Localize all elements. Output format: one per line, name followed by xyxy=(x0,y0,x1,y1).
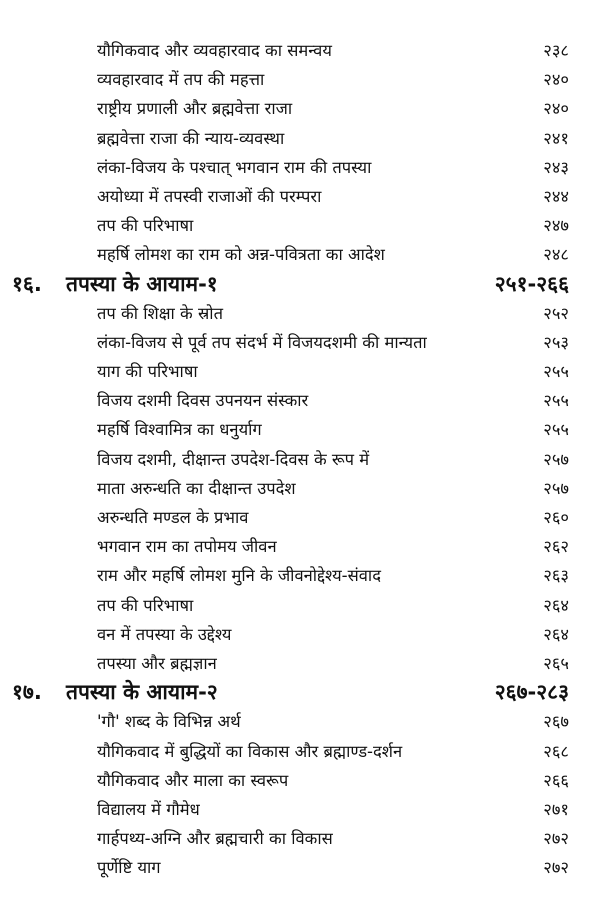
toc-entry-page: २४४ xyxy=(543,186,569,206)
toc-entry-page: २७१ xyxy=(543,799,569,819)
toc-entry-title: ब्रह्मवेत्ता राजा की न्याय-व्यवस्था xyxy=(97,128,285,148)
toc-entry-page: २३८ xyxy=(543,41,569,60)
chapter-heading-16 xyxy=(0,270,600,299)
toc-entry-page: २५७ xyxy=(543,478,569,498)
toc-entry-page: २६४ xyxy=(543,595,569,615)
toc-entry-page: २४० xyxy=(543,70,569,90)
chapter-heading-17 xyxy=(0,678,600,707)
toc-entry xyxy=(0,474,600,503)
toc-entry-title: महर्षि विश्वामित्र का धनुर्याग xyxy=(97,420,262,440)
toc-entry-page: २६७ xyxy=(543,712,569,732)
toc-entry xyxy=(0,328,600,357)
toc-entry xyxy=(0,824,600,853)
toc-entry-title: 'गौ' शब्द के विभिन्न अर्थ xyxy=(97,712,241,732)
toc-entry xyxy=(0,182,600,211)
toc-entry xyxy=(0,240,600,269)
toc-entry-page: २४३ xyxy=(543,157,569,177)
toc-entry-title: यौगिकवाद में बुद्धियों का विकास और ब्रह्माण्ड-दर्शन xyxy=(97,741,403,761)
toc-entry-title: यौगिकवाद और व्यवहारवाद का समन्वय xyxy=(97,41,332,60)
toc-entry-page: २४८ xyxy=(543,245,569,265)
toc-entry-title: भगवान राम का तपोमय जीवन xyxy=(97,537,277,557)
toc-entry-page: २५५ xyxy=(543,362,569,382)
chapter-number: १७. xyxy=(12,680,42,705)
toc-entry-title: गार्हपथ्य-अग्नि और ब्रह्मचारी का विकास xyxy=(97,829,333,849)
toc-entry-title: व्यवहारवाद में तप की महत्ता xyxy=(97,70,265,90)
toc-entry-title: विजय दशमी, दीक्षान्त उपदेश-दिवस के रूप में xyxy=(97,449,370,469)
toc-entry-title: राम और महर्षि लोमश मुनि के जीवनोद्देश्य-संवाद xyxy=(97,566,381,586)
toc-entry-title: लंका-विजय के पश्चात् भगवान राम की तपस्या xyxy=(97,157,372,177)
chapter-title: तपस्या के आयाम-१ xyxy=(66,271,218,296)
toc-entry xyxy=(0,124,600,153)
toc-entry-page: २६८ xyxy=(543,741,569,761)
toc-entry-title: तप की परिभाषा xyxy=(97,595,194,615)
toc-entry-page: २५५ xyxy=(543,391,569,411)
toc-entry xyxy=(0,153,600,182)
toc-entry xyxy=(0,65,600,94)
toc-entry-title: अरुन्धति मण्डल के प्रभाव xyxy=(97,508,249,527)
toc-entry xyxy=(0,532,600,561)
toc-entry xyxy=(0,94,600,123)
toc-entry-page: २५७ xyxy=(543,449,569,469)
toc-entry xyxy=(0,503,600,532)
toc-entry-page: २६५ xyxy=(543,653,569,673)
toc-entry-page: २६२ xyxy=(543,537,569,557)
toc-entry xyxy=(0,415,600,444)
toc-entry xyxy=(0,299,600,328)
toc-entry-title: राष्ट्रीय प्रणाली और ब्रह्मवेत्ता राजा xyxy=(97,99,293,119)
toc-entry-title: महर्षि लोमश का राम को अन्न-पवित्रता का आदेश xyxy=(97,245,385,265)
toc-entry xyxy=(0,36,600,65)
chapter-page-range: २६७-२८३ xyxy=(494,680,569,705)
toc-entry xyxy=(0,591,600,620)
toc-entry xyxy=(0,707,600,736)
toc-entry-page: २४१ xyxy=(543,128,569,148)
toc-entry-page: २५५ xyxy=(543,420,569,440)
toc-entry-page: २६० xyxy=(543,508,569,527)
toc-entry xyxy=(0,649,600,678)
toc-entry xyxy=(0,737,600,766)
toc-entry-title: तप की परिभाषा xyxy=(97,216,194,236)
toc-entry-page: २५३ xyxy=(543,332,569,352)
toc-entry-title: याग की परिभाषा xyxy=(97,362,198,382)
toc-entry xyxy=(0,211,600,240)
toc-entry-title: वन में तपस्या के उद्देश्य xyxy=(97,624,232,644)
toc-entry xyxy=(0,561,600,590)
toc-entry-page: २४० xyxy=(543,99,569,119)
toc-entry-title: अयोध्या में तपस्वी राजाओं की परम्परा xyxy=(97,186,322,206)
toc-entry xyxy=(0,445,600,474)
toc-entry xyxy=(0,357,600,386)
toc-entry-page: २७२ xyxy=(543,858,569,878)
toc-entry-title: यौगिकवाद और माला का स्वरूप xyxy=(97,770,289,790)
toc-entry xyxy=(0,853,600,882)
toc-entry xyxy=(0,386,600,415)
table-of-contents xyxy=(0,36,600,882)
toc-entry-title: पूर्णेष्टि याग xyxy=(97,858,161,878)
toc-entry-page: २६६ xyxy=(543,770,569,790)
toc-entry-title: लंका-विजय से पूर्व तप संदर्भ में विजयदशमी की मान्यता xyxy=(97,332,427,352)
toc-entry-page: २४७ xyxy=(543,216,569,236)
toc-entry-page: २७२ xyxy=(543,829,569,849)
toc-entry-title: विजय दशमी दिवस उपनयन संस्कार xyxy=(97,391,309,411)
chapter-title: तपस्या के आयाम-२ xyxy=(66,680,218,705)
toc-entry-title: तप की शिक्षा के स्रोत xyxy=(97,303,223,323)
toc-entry-title: तपस्या और ब्रह्मज्ञान xyxy=(97,653,217,673)
toc-entry xyxy=(0,620,600,649)
toc-entry xyxy=(0,766,600,795)
toc-entry-title: विद्यालय में गौमेध xyxy=(97,799,200,819)
chapter-number: १६. xyxy=(12,271,42,296)
chapter-page-range: २५१-२६६ xyxy=(494,271,569,296)
toc-entry-page: २६३ xyxy=(543,566,569,586)
toc-entry xyxy=(0,795,600,824)
toc-entry-page: २५२ xyxy=(543,303,569,323)
toc-entry-title: माता अरुन्धति का दीक्षान्त उपदेश xyxy=(97,478,296,498)
toc-entry-page: २६४ xyxy=(543,624,569,644)
